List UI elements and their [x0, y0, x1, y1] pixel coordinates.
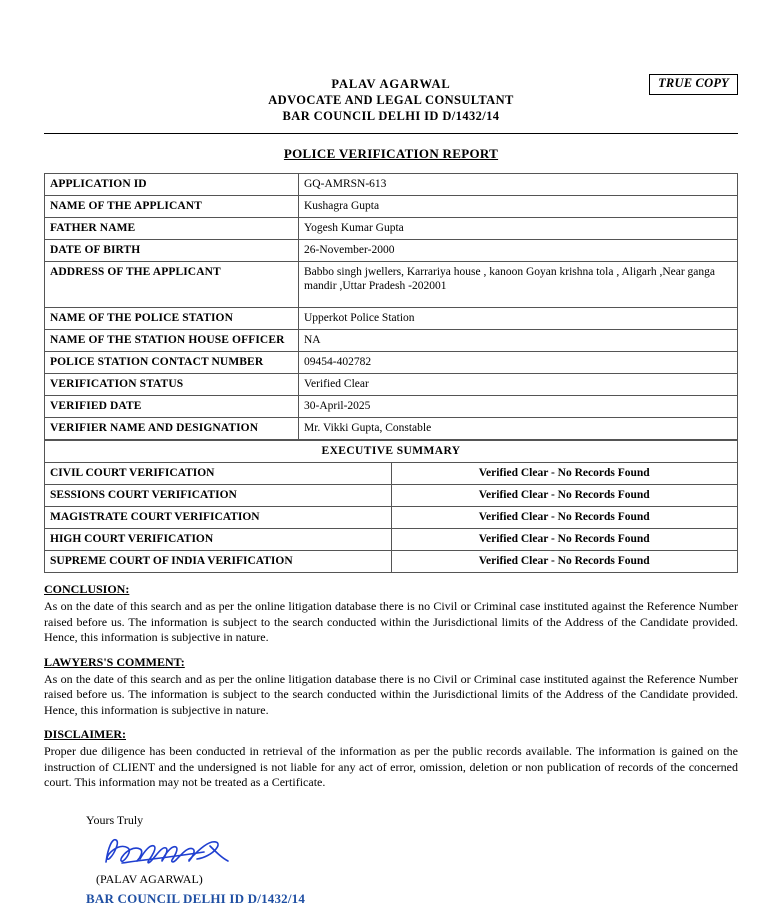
disclaimer-heading: DISCLAIMER:: [44, 727, 127, 741]
table-row: [45, 308, 738, 330]
row-value: 09454-402782: [299, 352, 738, 374]
true-copy-stamp: TRUE COPY: [649, 74, 738, 95]
row-label: VERIFIED DATE: [45, 396, 299, 418]
status-badge: Verified Clear - No Records Found: [391, 529, 738, 551]
row-value: Yogesh Kumar Gupta: [299, 218, 738, 240]
table-row: [45, 352, 738, 374]
table-row: [45, 240, 738, 262]
table-row: [45, 174, 738, 196]
row-value: Upperkot Police Station: [299, 308, 738, 330]
table-row: [45, 529, 738, 551]
table-row: [45, 418, 738, 440]
table-row: [45, 218, 738, 240]
disclaimer-text: Proper due diligence has been conducted in retrieval of the information as per the public records available. The information is gained on the instruction of CLIENT and the undersigned is not liable for any act of error, omission, deletion or non publication of records of the concerned court. This information may not be treated as a Certificate.: [44, 744, 738, 789]
row-label: VERIFIER NAME AND DESIGNATION: [45, 418, 299, 440]
conclusion-text: As on the date of this search and as per the online litigation database there is no Civil or Criminal case instituted against the Reference Number raised before us. The information is subject to the search conducted within the Jurisdictional limits of the Address of the Candidate provided. Hence, this information is subjective in nature.: [44, 599, 738, 644]
disclaimer-section: [44, 727, 738, 791]
table-row: [45, 485, 738, 507]
row-label: APPLICATION ID: [45, 174, 299, 196]
row-label: NAME OF THE POLICE STATION: [45, 308, 299, 330]
row-value: Verified Clear: [299, 374, 738, 396]
page-title: POLICE VERIFICATION REPORT: [283, 146, 499, 161]
row-label: HIGH COURT VERIFICATION: [45, 529, 392, 551]
table-row: [45, 196, 738, 218]
signatory-name: (PALAV AGARWAL): [96, 871, 203, 886]
table-row: [45, 396, 738, 418]
row-label: DATE OF BIRTH: [45, 240, 299, 262]
signature: [62, 830, 782, 872]
row-value: GQ-AMRSN-613: [299, 174, 738, 196]
row-value: Mr. Vikki Gupta, Constable: [299, 418, 738, 440]
executive-summary-heading: EXECUTIVE SUMMARY: [45, 441, 738, 463]
table-row: [45, 330, 738, 352]
header-divider: [44, 133, 738, 134]
bar-council-id: BAR COUNCIL DELHI ID D/1432/14: [86, 890, 306, 906]
table-row: [45, 507, 738, 529]
status-badge: Verified Clear - No Records Found: [391, 551, 738, 573]
signature-icon: [62, 830, 262, 872]
status-badge: Verified Clear - No Records Found: [391, 485, 738, 507]
row-label: POLICE STATION CONTACT NUMBER: [45, 352, 299, 374]
row-label: ADDRESS OF THE APPLICANT: [45, 262, 299, 308]
advocate-name: PALAV AGARWAL: [331, 77, 451, 91]
row-label: NAME OF THE APPLICANT: [45, 196, 299, 218]
advocate-bar-id: BAR COUNCIL DELHI ID D/1432/14: [282, 109, 500, 123]
row-value: NA: [299, 330, 738, 352]
table-row: [45, 374, 738, 396]
table-row: [45, 441, 738, 463]
row-label: FATHER NAME: [45, 218, 299, 240]
row-label: CIVIL COURT VERIFICATION: [45, 463, 392, 485]
table-row: [45, 551, 738, 573]
row-value: Kushagra Gupta: [299, 196, 738, 218]
lawyers-comment-heading: LAWYERS'S COMMENT:: [44, 654, 185, 669]
executive-summary-table: [44, 440, 738, 573]
row-label: NAME OF THE STATION HOUSE OFFICER: [45, 330, 299, 352]
conclusion-heading: CONCLUSION:: [44, 582, 130, 596]
table-row: [45, 463, 738, 485]
row-label: SESSIONS COURT VERIFICATION: [45, 485, 392, 507]
row-label: MAGISTRATE COURT VERIFICATION: [45, 507, 392, 529]
yours-truly-text: Yours Truly: [86, 812, 144, 827]
table-row: [45, 262, 738, 308]
conclusion-section: [44, 582, 738, 646]
row-value: 26-November-2000: [299, 240, 738, 262]
row-label: SUPREME COURT OF INDIA VERIFICATION: [45, 551, 392, 573]
lawyers-comment-text: As on the date of this search and as per the online litigation database there is no Civil or Criminal case instituted against the Reference Number raised before us. The information is subject to the search conducted within the Jurisdictional limits of the Address of the Candidate provided. Hence, this information is subjective in nature.: [44, 671, 738, 717]
row-value: Babbo singh jwellers, Karrariya house , kanoon Goyan krishna tola , Aligarh ,Near ganga mandir ,Uttar Pradesh -202001: [299, 262, 738, 308]
status-badge: Verified Clear - No Records Found: [391, 507, 738, 529]
advocate-role: ADVOCATE AND LEGAL CONSULTANT: [268, 93, 514, 107]
letterhead: [0, 0, 782, 124]
row-label: VERIFICATION STATUS: [45, 374, 299, 396]
lawyers-comment-section: [44, 655, 738, 719]
applicant-details-table: [44, 173, 738, 440]
row-value: 30-April-2025: [299, 396, 738, 418]
status-badge: Verified Clear - No Records Found: [391, 463, 738, 485]
